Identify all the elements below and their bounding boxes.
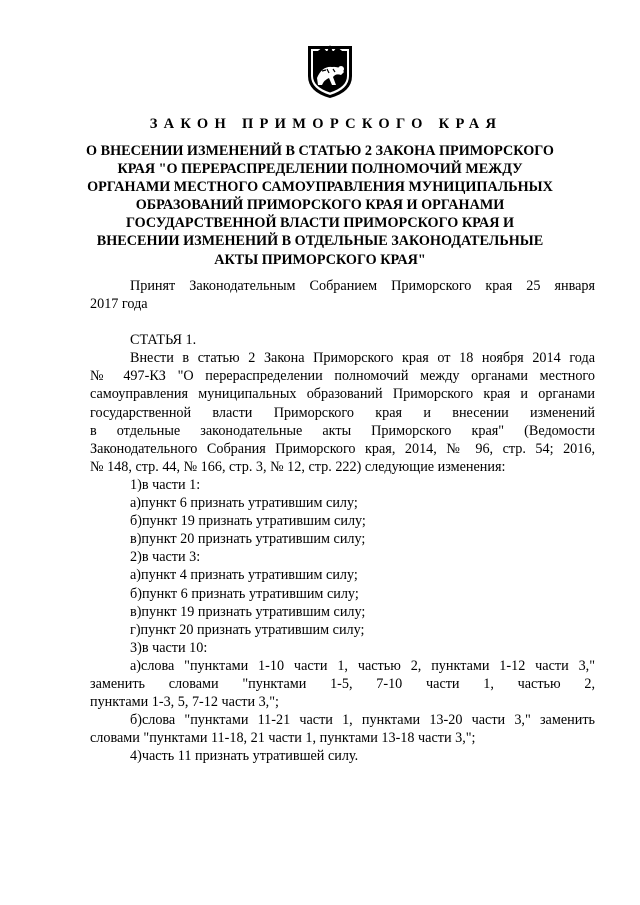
law-subtitle xyxy=(80,142,560,269)
sub-item-a-line: пунктами 1-3, 5, 7-12 части 3,"; xyxy=(90,694,279,711)
article-intro-line: № 497-КЗ "О перераспределении полномочий между органами местного xyxy=(90,368,595,385)
subtitle-line: ГОСУДАРСТВЕННОЙ ВЛАСТИ ПРИМОРСКОГО КРАЯ И xyxy=(125,215,515,232)
sub-item-a-line: а)слова "пунктами 1-10 части 1, частью 2, пунктами 1-12 части 3," xyxy=(130,657,595,674)
list-item: б)пункт 19 признать утратившим силу; xyxy=(130,513,366,530)
sub-item-b-line: б)слова "пунктами 11-21 части 1, пунктами 13-20 части 3," заменить xyxy=(130,712,595,729)
list-item: в)пункт 20 признать утратившим силу; xyxy=(130,531,366,548)
primorsky-coat-of-arms-icon xyxy=(300,40,360,100)
list-item: 4)часть 11 признать утратившей силу. xyxy=(130,748,359,765)
list-item: а)пункт 6 признать утратившим силу; xyxy=(130,495,358,512)
article-intro-line: № 148, стр. 44, № 166, стр. 3, № 12, стр. 222) следующие изменения: xyxy=(90,458,506,475)
subtitle-line: АКТЫ ПРИМОРСКОГО КРАЯ" xyxy=(214,251,426,268)
adoption-line: Принят Законодательным Собранием Приморского края 25 января xyxy=(130,278,595,294)
article-heading: СТАТЬЯ 1. xyxy=(130,332,197,349)
list-item: 3)в части 10: xyxy=(130,639,208,656)
list-item: 1)в части 1: xyxy=(130,476,201,493)
article-intro-line: самоуправления муниципальных образований Приморского края и органами xyxy=(90,386,595,403)
subtitle-line: ОБРАЗОВАНИЙ ПРИМОРСКОГО КРАЯ И ОРГАНАМИ xyxy=(135,197,505,214)
article-intro-line: Внести в статью 2 Закона Приморского края от 18 ноября 2014 года xyxy=(130,350,595,367)
document-body xyxy=(90,277,595,765)
subtitle-line: О ВНЕСЕНИИ ИЗМЕНЕНИЙ В СТАТЬЮ 2 ЗАКОНА ПРИМОРСКОГО xyxy=(86,143,554,159)
article-intro-line: Законодательного Собрания Приморского края, 2014, № 96, стр. 54; 2016, xyxy=(90,440,595,457)
law-title: ЗАКОН ПРИМОРСКОГО КРАЯ xyxy=(149,116,503,132)
subtitle-line: КРАЯ "О ПЕРЕРАСПРЕДЕЛЕНИИ ПОЛНОМОЧИЙ МЕЖДУ xyxy=(117,161,523,178)
sub-item-a-line: заменить словами "пунктами 1-5, 7-10 части 1, частью 2, xyxy=(90,675,595,692)
list-item: а)пункт 4 признать утратившим силу; xyxy=(130,567,358,584)
list-item: г)пункт 20 признать утратившим силу; xyxy=(130,621,365,638)
list-item: б)пункт 6 признать утратившим силу; xyxy=(130,585,359,602)
article-intro-line: государственной власти Приморского края и внесении изменений xyxy=(90,404,595,421)
subtitle-line: ОРГАНАМИ МЕСТНОГО САМОУПРАВЛЕНИЯ МУНИЦИПАЛЬНЫХ xyxy=(87,179,553,196)
list-item: 2)в части 3: xyxy=(130,549,201,566)
list-item: в)пункт 19 признать утратившим силу; xyxy=(130,603,366,620)
adoption-line: 2017 года xyxy=(90,296,148,313)
sub-item-b-line: словами "пунктами 11-18, 21 части 1, пунктами 13-18 части 3,"; xyxy=(90,730,476,747)
article-intro-line: в отдельные законодательные акты Приморского края" (Ведомости xyxy=(90,422,595,439)
subtitle-line: ВНЕСЕНИИ ИЗМЕНЕНИЙ В ОТДЕЛЬНЫЕ ЗАКОНОДАТЕЛЬНЫЕ xyxy=(96,233,544,250)
